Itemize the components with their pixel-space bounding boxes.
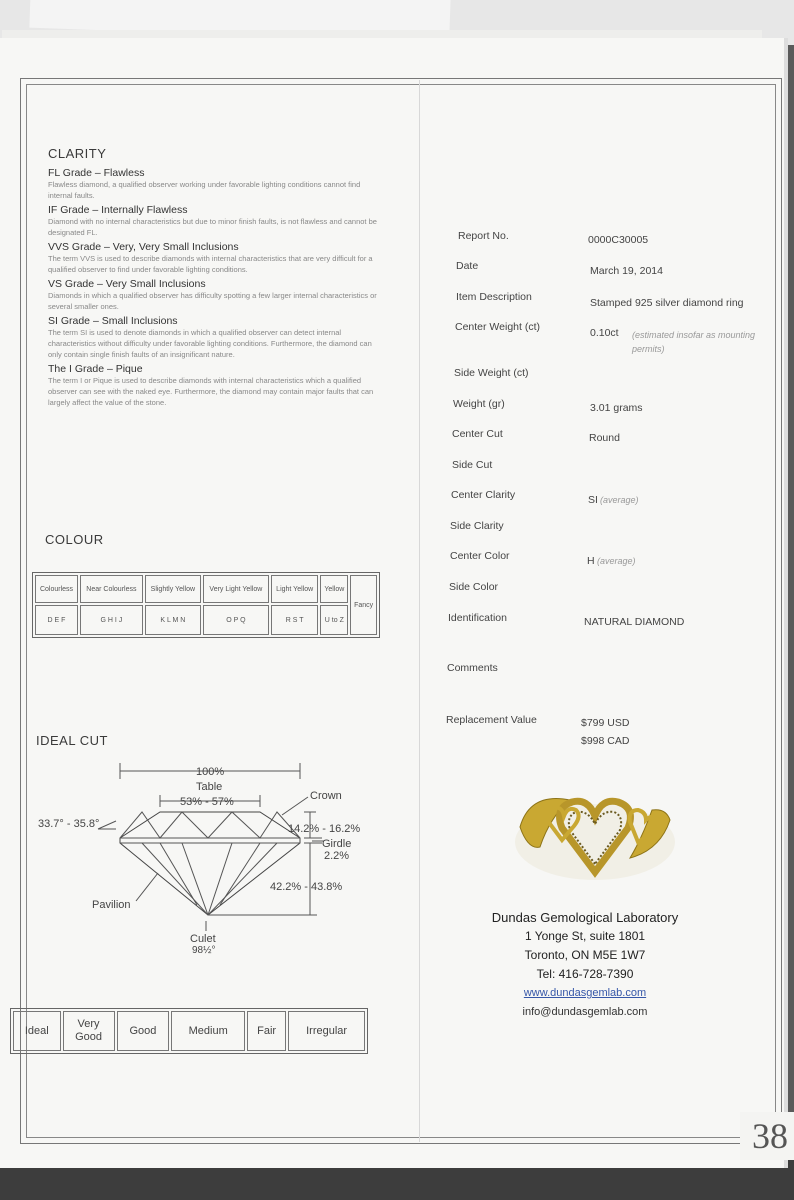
diamond-cut-diagram xyxy=(32,755,377,955)
lab-website-link[interactable]: www.dundasgemlab.com xyxy=(523,987,647,999)
diagram-pavilion-depth: 42.2% - 43.8% xyxy=(270,881,343,893)
center-clarity-label: Center Clarity xyxy=(451,489,516,501)
cut-grade: Good xyxy=(117,1011,170,1051)
center-clarity-value: SI xyxy=(588,494,598,506)
diagram-culet-label: Culet xyxy=(190,933,216,945)
lab-name: Dundas Gemological Laboratory xyxy=(491,910,679,925)
clarity-grade xyxy=(48,363,380,408)
diagram-table-range: 53% - 57% xyxy=(180,796,234,808)
colour-grades: K L M N xyxy=(145,605,201,635)
colour-grades: O P Q xyxy=(203,605,269,635)
cut-grade: Fair xyxy=(247,1011,286,1051)
clarity-grade xyxy=(48,278,380,312)
colour-grades: U to Z xyxy=(320,605,348,635)
side-weight-label: Side Weight (ct) xyxy=(454,367,529,379)
clarity-grade xyxy=(48,315,380,360)
center-weight-label: Center Weight (ct) xyxy=(455,321,540,333)
colour-label: Slightly Yellow xyxy=(145,575,201,603)
diagram-total-label: 100% xyxy=(196,766,225,778)
date-value: March 19, 2014 xyxy=(590,265,663,277)
lab-address-line1: 1 Yonge St, suite 1801 xyxy=(524,929,646,943)
grade-description: The term VVS is used to describe diamonds with internal characteristics that are very difficult for a qualified observer to find under favorable lighting conditions. xyxy=(48,254,373,274)
diagram-culet-value: 98½° xyxy=(192,945,216,955)
colour-grades: G H I J xyxy=(80,605,143,635)
cut-grade-table xyxy=(10,1008,368,1054)
side-clarity-label: Side Clarity xyxy=(450,520,504,532)
ideal-cut-title: IDEAL CUT xyxy=(36,733,108,748)
weight-label: Weight (gr) xyxy=(453,398,505,410)
side-color-label: Side Color xyxy=(449,581,499,593)
page-fold xyxy=(419,80,420,1142)
report-no-label: Report No. xyxy=(458,230,509,242)
comments-label: Comments xyxy=(447,662,498,674)
center-clarity-note: (average) xyxy=(600,495,639,505)
lab-address-line2: Toronto, ON M5E 1W7 xyxy=(524,948,646,962)
colour-fancy: Fancy xyxy=(350,575,377,635)
identification-value: NATURAL DIAMOND xyxy=(584,616,685,628)
identification-label: Identification xyxy=(448,612,507,624)
colour-scale-table xyxy=(32,572,380,638)
replacement-value-label: Replacement Value xyxy=(446,714,537,726)
grade-description: The term I or Pique is used to describe diamonds with internal characteristics which a qualified observer can see with the naked eye. Furthermore, the diamond may contain major faults that can largely affect the value of the stone. xyxy=(48,376,374,407)
diagram-crown-height: 14.2% - 16.2% xyxy=(288,823,361,835)
diagram-crown-label: Crown xyxy=(310,790,342,802)
colour-grades: R S T xyxy=(271,605,319,635)
colour-label: Colourless xyxy=(35,575,78,603)
grade-description: The term SI is used to denote diamonds in which a qualified observer can detect internal characteristics without difficulty under favorable lighting conditions. Furthermore, the diamond can only contain single finish faults of an insignificant nature. xyxy=(48,328,372,359)
center-color-note: (average) xyxy=(597,556,636,566)
report-no-value: 0000C30005 xyxy=(588,234,649,246)
grade-heading: VVS Grade – Very, Very Small Inclusions xyxy=(48,241,239,253)
grade-heading: The I Grade – Pique xyxy=(48,363,143,375)
replacement-value-usd: $799 USD xyxy=(581,717,630,729)
side-cut-label: Side Cut xyxy=(452,459,493,471)
center-weight-value: 0.10ct xyxy=(590,327,619,339)
grade-description: Diamond with no internal characteristics but due to minor finish faults, is not flawless and cannot be designated FL. xyxy=(48,217,377,237)
center-color-value: H xyxy=(587,555,595,567)
replacement-value-cad: $998 CAD xyxy=(581,735,630,747)
grade-heading: FL Grade – Flawless xyxy=(48,167,145,179)
diagram-girdle-label: Girdle xyxy=(322,838,352,850)
colour-title: COLOUR xyxy=(45,532,104,547)
grade-description: Diamonds in which a qualified observer has difficulty spotting a few larger internal characteristics or several smaller ones. xyxy=(48,291,377,311)
diagram-crown-angle: 33.7° - 35.8° xyxy=(38,818,100,830)
colour-label: Light Yellow xyxy=(271,575,319,603)
cut-grade: Irregular xyxy=(288,1011,365,1051)
grade-heading: IF Grade – Internally Flawless xyxy=(48,204,188,216)
diagram-table-label: Table xyxy=(196,781,223,793)
cut-grade: Very Good xyxy=(63,1011,115,1051)
cut-grade: Ideal xyxy=(13,1011,61,1051)
clarity-grade xyxy=(48,167,380,201)
center-cut-value: Round xyxy=(589,432,620,444)
clarity-grade xyxy=(48,241,380,275)
colour-grades: D E F xyxy=(35,605,78,635)
ring-photo xyxy=(510,772,680,882)
cut-grade: Medium xyxy=(171,1011,245,1051)
weight-value: 3.01 grams xyxy=(590,402,643,414)
page-number: 38 xyxy=(740,1112,794,1160)
lab-phone: Tel: 416-728-7390 xyxy=(536,967,634,981)
colour-label: Very Light Yellow xyxy=(203,575,269,603)
clarity-title: CLARITY xyxy=(48,146,107,161)
grade-description: Flawless diamond, a qualified observer working under favorable lighting conditions cannot find internal faults. xyxy=(48,180,361,200)
item-description-label: Item Description xyxy=(456,291,532,303)
lab-email: info@dundasgemlab.com xyxy=(522,1006,648,1018)
center-cut-label: Center Cut xyxy=(452,428,503,440)
grade-heading: VS Grade – Very Small Inclusions xyxy=(48,278,206,290)
date-label: Date xyxy=(456,260,479,272)
center-weight-note: (estimated insofar as mounting permits) xyxy=(632,330,756,354)
item-description-value: Stamped 925 silver diamond ring xyxy=(590,297,744,309)
clarity-section xyxy=(48,146,380,408)
grade-heading: SI Grade – Small Inclusions xyxy=(48,315,178,327)
diagram-girdle-value: 2.2% xyxy=(324,850,350,862)
lab-info xyxy=(460,908,710,1022)
colour-label: Yellow xyxy=(320,575,348,603)
center-color-label: Center Color xyxy=(450,550,510,562)
colour-label: Near Colourless xyxy=(80,575,143,603)
diagram-pavilion-label: Pavilion xyxy=(92,899,131,911)
clarity-grade xyxy=(48,204,380,238)
